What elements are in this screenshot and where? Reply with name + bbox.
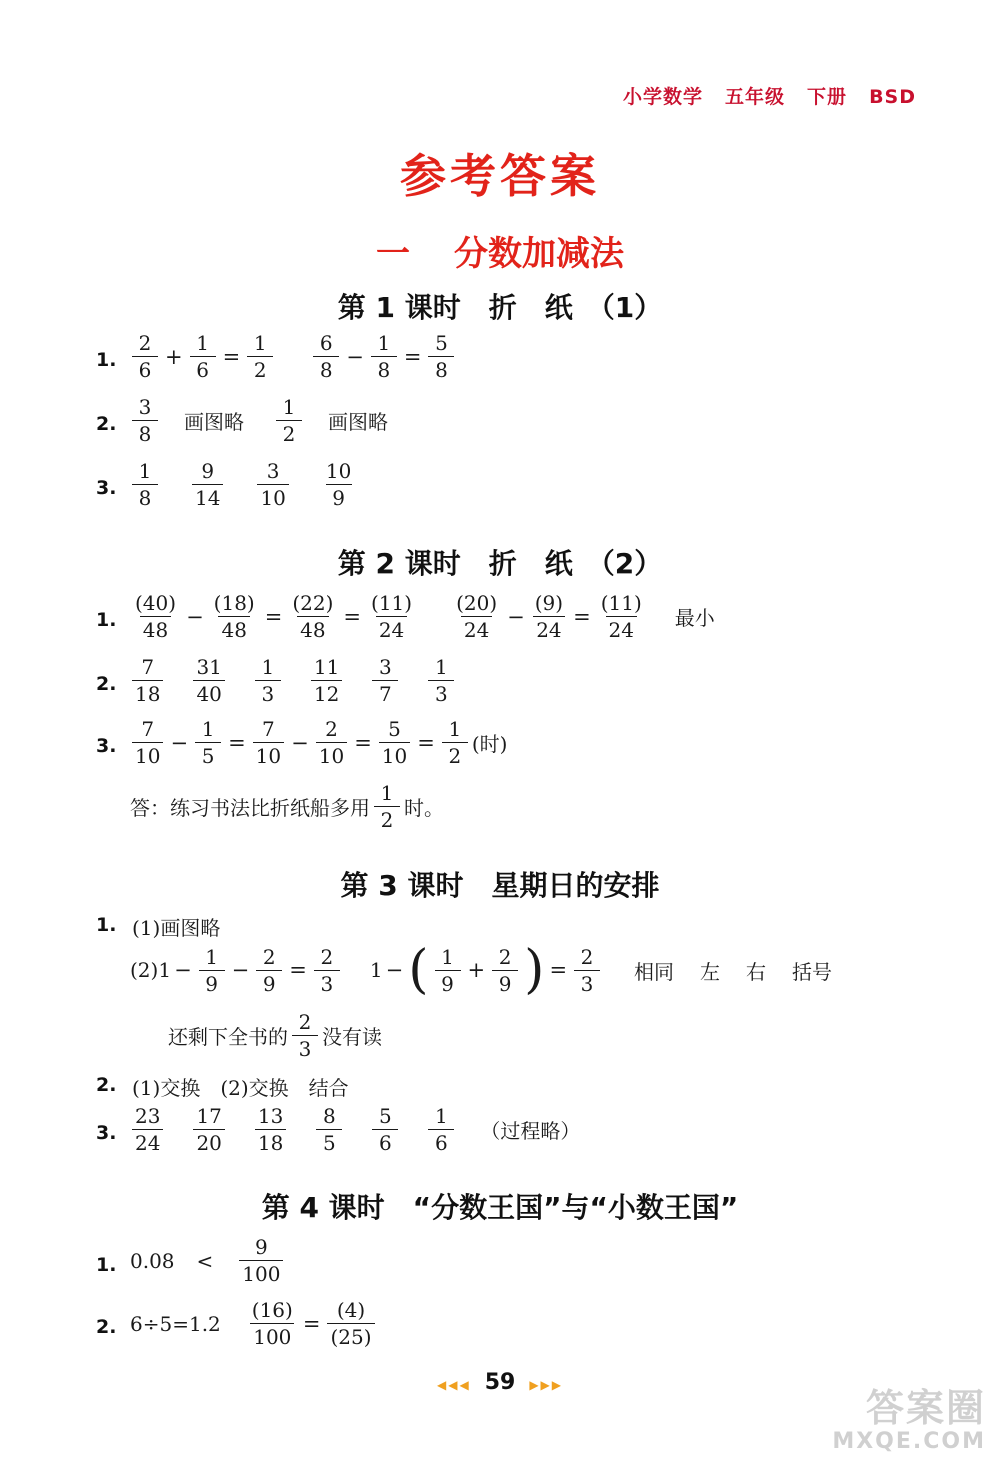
fraction: $\frac{2}{10}$	[316, 719, 347, 766]
fraction: $\frac{17}{20}$	[193, 1106, 224, 1153]
unit-text: (时)	[471, 732, 508, 756]
l2-q2-number: 2.	[96, 673, 117, 695]
l3-q1-part3: 还剩下全书的 $\frac{2}{3}$ 没有读	[168, 1010, 382, 1061]
fraction: $\frac{13}{18}$	[255, 1106, 286, 1153]
book-header	[601, 82, 916, 109]
l3-q1-part2: (2)1 − $\frac{1}{9}$ − $\frac{2}{9}$ = $\frac{2}{3}$ 1 − ( $\frac{1}{9}$ + $\frac{2}{9}$ ) = $\frac{2}{3}$ 相同 左 右 括号	[130, 940, 833, 1000]
fraction: $\frac{1}{5}$	[195, 719, 221, 766]
fraction: $\frac{1}{6}$	[428, 1106, 454, 1153]
l2-q1-answer: $\frac{(40)}{48}$ − $\frac{(18)}{48}$ = $\frac{(22)}{48}$ = $\frac{(11)}{24}$ $\frac{(20)}{24}$ − $\frac{(9)}{24}$ = $\frac{(11)}{24}$ 最小	[128, 593, 715, 640]
page-number: 59	[484, 1370, 516, 1395]
l1-q2-answer	[128, 397, 388, 444]
fraction: $\frac{(22)}{48}$	[292, 591, 334, 642]
fraction: $\frac{5}{8}$	[428, 333, 454, 380]
note-text: 最小	[674, 606, 715, 630]
fraction: $\frac{5}{10}$	[379, 719, 410, 766]
fraction: $\frac{2}{3}$	[292, 1012, 318, 1059]
fraction: $\frac{(4)}{(25)}$	[327, 1300, 374, 1347]
l4-q1-number: 1.	[96, 1254, 117, 1276]
fraction: $\frac{1}{3}$	[428, 657, 454, 704]
page-title: 参考答案	[400, 149, 600, 203]
lesson-4-title: 第 4 课时 “分数王国”与“小数王国”	[261, 1191, 739, 1224]
header-grade: 五年级	[725, 86, 786, 108]
fraction: $\frac{1}{8}$	[371, 333, 397, 380]
fraction: $\frac{(40)}{48}$	[135, 591, 177, 642]
l3-q2-number: 2.	[96, 1074, 117, 1096]
l1-q3-answer	[128, 461, 358, 508]
fraction: $\frac{10}{9}$	[325, 459, 352, 510]
note-text: 画图略	[328, 410, 388, 434]
fraction: $\frac{23}{24}$	[132, 1106, 163, 1153]
fraction: $\frac{7}{10}$	[253, 719, 284, 766]
fraction: $\frac{1}{9}$	[199, 947, 225, 994]
fraction: $\frac{1}{2}$	[247, 333, 273, 380]
fraction: $\frac{3}{10}$	[257, 461, 288, 508]
fraction: $\frac{1}{2}$	[276, 397, 302, 444]
l3-q1-part1: (1)画图略	[132, 916, 221, 940]
fraction: $\frac{1}{2}$	[442, 719, 468, 766]
l4-q2-number: 2.	[96, 1316, 117, 1338]
watermark	[832, 1388, 986, 1454]
fraction: $\frac{1}{9}$	[435, 947, 461, 994]
fraction: $\frac{(20)}{24}$	[456, 591, 498, 642]
fraction: $\frac{(11)}{24}$	[371, 591, 413, 642]
fraction: $\frac{31}{40}$	[193, 657, 224, 704]
fraction: $\frac{3}{8}$	[132, 397, 158, 444]
note-text: 画图略	[184, 410, 244, 434]
fraction: $\frac{3}{7}$	[372, 657, 398, 704]
fraction: $\frac{2}{9}$	[256, 947, 282, 994]
fraction: $\frac{9}{14}$	[192, 461, 223, 508]
note-text: （过程略）	[480, 1119, 581, 1143]
l1-q1-number: 1.	[96, 349, 117, 371]
fraction: $\frac{1}{8}$	[132, 461, 158, 508]
l1-q1-answer: $\frac{2}{6}$ + $\frac{1}{6}$ = $\frac{1}{2}$ $\frac{6}{8}$ − $\frac{1}{8}$ = $\frac{5}{8}$	[128, 333, 458, 380]
fraction: $\frac{5}{6}$	[372, 1106, 398, 1153]
fraction: $\frac{2}{6}$	[132, 333, 158, 380]
fraction: $\frac{1}{2}$	[374, 783, 400, 830]
fraction: $\frac{(18)}{48}$	[213, 591, 255, 642]
l1-q3-number: 3.	[96, 477, 117, 499]
fraction: $\frac{(11)}{24}$	[600, 591, 642, 642]
fraction: $\frac{8}{5}$	[316, 1106, 342, 1153]
fraction: $\frac{1}{3}$	[255, 657, 281, 704]
l2-q1-number: 1.	[96, 609, 117, 631]
fraction: $\frac{(9)}{24}$	[534, 591, 564, 642]
l2-q3-number: 3.	[96, 735, 117, 757]
fraction: $\frac{9}{100}$	[239, 1237, 283, 1284]
l2-answer-sentence: 答：练习书法比折纸船多用 $\frac{1}{2}$ 时。	[130, 781, 444, 832]
l2-q2-answer	[128, 657, 458, 704]
fraction: $\frac{11}{12}$	[311, 657, 342, 704]
unit-number: 一	[376, 234, 410, 274]
fraction: $\frac{1}{6}$	[190, 333, 216, 380]
fraction: $\frac{2}{9}$	[492, 947, 518, 994]
l2-q3-answer: $\frac{7}{10}$ − $\frac{1}{5}$ = $\frac{7}{10}$ − $\frac{2}{10}$ = $\frac{5}{10}$ = $\frac{1}{2}$ (时)	[128, 719, 507, 766]
fraction: $\frac{6}{8}$	[313, 333, 339, 380]
l1-q2-number: 2.	[96, 413, 117, 435]
unit-name: 分数加减法	[454, 234, 624, 274]
lesson-2-title: 第 2 课时 折 纸 （2）	[337, 547, 663, 580]
fraction: $\frac{2}{3}$	[574, 947, 600, 994]
lesson-3-title: 第 3 课时 星期日的安排	[340, 869, 660, 902]
fraction: $\frac{(16)}{100}$	[251, 1298, 293, 1349]
l3-q3-number: 3.	[96, 1122, 117, 1144]
header-edition: BSD	[869, 86, 916, 108]
fraction: $\frac{2}{3}$	[314, 947, 340, 994]
l4-q2-answer: 6÷5=1.2 $\frac{(16)}{100}$ = $\frac{(4)}{(25)}$	[130, 1300, 379, 1347]
right-arrows-icon: ▶▶▶	[529, 1378, 563, 1392]
watermark-logo: 答案圈	[865, 1386, 986, 1431]
lesson-1-title: 第 1 课时 折 纸 （1）	[337, 291, 663, 324]
l4-q1-answer: 0.08 < $\frac{9}{100}$	[130, 1237, 287, 1284]
watermark-url: MXQE.COM	[832, 1428, 986, 1454]
unit-title	[0, 226, 1000, 275]
header-volume: 下册	[807, 86, 848, 108]
left-arrows-icon: ◀◀◀	[437, 1378, 471, 1392]
l3-q1-number: 1.	[96, 914, 117, 936]
l3-q3-answer	[128, 1106, 580, 1153]
fraction: $\frac{7}{10}$	[132, 719, 163, 766]
header-subject: 小学数学	[623, 86, 704, 108]
l3-q2-answer: (1)交换 (2)交换 结合	[132, 1076, 349, 1100]
fraction: $\frac{7}{18}$	[132, 657, 163, 704]
